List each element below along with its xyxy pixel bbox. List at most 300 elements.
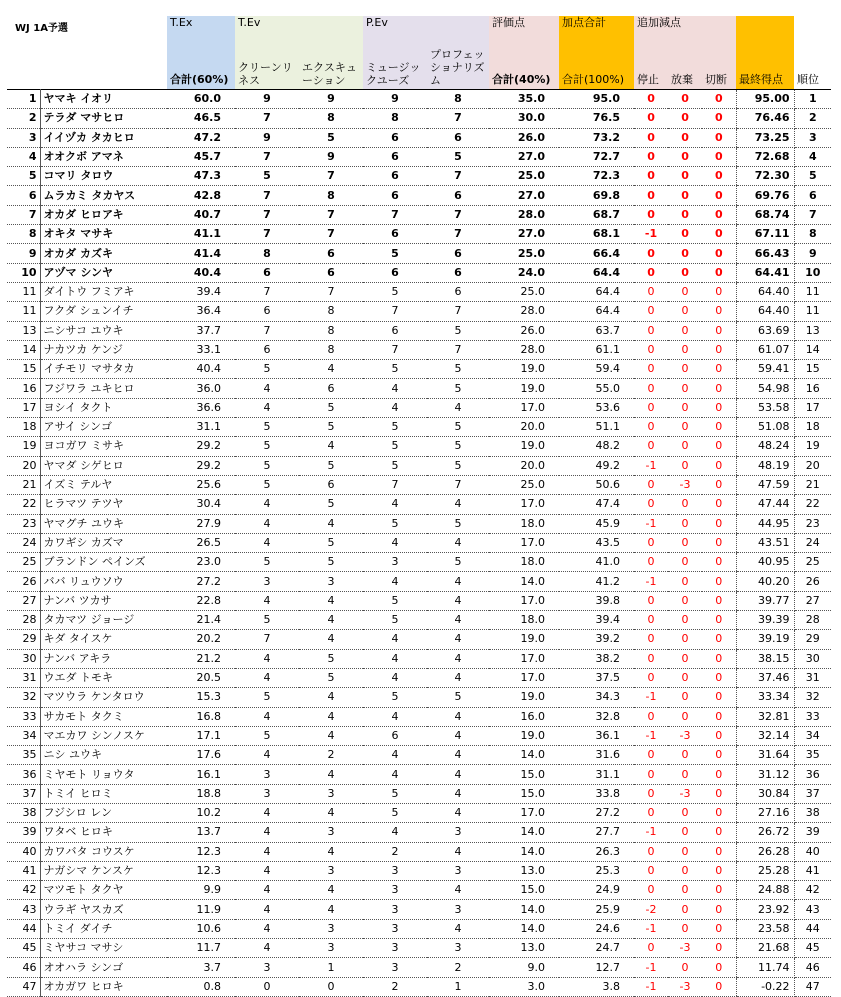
deduct-stop: 0: [634, 186, 668, 205]
rank: 9: [794, 244, 831, 263]
score-prof: 5: [427, 553, 489, 572]
tex-sum: 36.6: [167, 398, 235, 417]
eval-sum: 27.0: [489, 147, 559, 166]
contestant-name: ウラギ ヤスカズ: [40, 900, 167, 919]
tex-sum: 33.1: [167, 340, 235, 359]
rank: 11: [794, 282, 831, 301]
score-clean: 9: [235, 90, 299, 109]
contestant-name: オオハラ シンゴ: [40, 958, 167, 977]
deduct-cut: 0: [702, 784, 736, 803]
score-clean: 0: [235, 977, 299, 996]
eval-sum: 15.0: [489, 881, 559, 900]
deduct-abandon: 0: [668, 418, 702, 437]
tex-sum: 20.5: [167, 668, 235, 687]
deduct-stop: 0: [634, 495, 668, 514]
contestant-name: ヨシイ タクト: [40, 398, 167, 417]
score-prof: 4: [427, 533, 489, 552]
tex-sum: 25.6: [167, 475, 235, 494]
deduct-stop: 0: [634, 379, 668, 398]
contestant-name: オオクボ アマネ: [40, 147, 167, 166]
deduct-cut: 0: [702, 495, 736, 514]
rank: 26: [794, 572, 831, 591]
rank: 47: [794, 977, 831, 996]
score-prof: 8: [427, 90, 489, 109]
table-row: [7, 282, 831, 301]
deduct-abandon: 0: [668, 282, 702, 301]
deduct-cut: 0: [702, 167, 736, 186]
score-execution: 5: [299, 128, 363, 147]
score-execution: 3: [299, 861, 363, 880]
score-music: 2: [363, 977, 427, 996]
rank: 21: [794, 475, 831, 494]
score-prof: 4: [427, 746, 489, 765]
deduct-cut: 0: [702, 668, 736, 687]
contestant-name: オカダ ヒロアキ: [40, 205, 167, 224]
tex-sum: 20.2: [167, 630, 235, 649]
contestant-name: マエカワ シンノスケ: [40, 726, 167, 745]
score-prof: 4: [427, 630, 489, 649]
final-score: 25.28: [736, 861, 794, 880]
tex-sum: 12.3: [167, 861, 235, 880]
deduct-cut: 0: [702, 746, 736, 765]
eval-sum: 15.0: [489, 765, 559, 784]
deduct-abandon: 0: [668, 881, 702, 900]
deduct-cut: 0: [702, 90, 736, 109]
score-music: 5: [363, 591, 427, 610]
final-score: 51.08: [736, 418, 794, 437]
total-sum: 69.8: [559, 186, 634, 205]
score-music: 4: [363, 495, 427, 514]
score-execution: 5: [299, 649, 363, 668]
score-music: 5: [363, 244, 427, 263]
deduct-abandon: 0: [668, 186, 702, 205]
score-prof: 7: [427, 225, 489, 244]
total-sum: 39.4: [559, 611, 634, 630]
score-clean: 5: [235, 418, 299, 437]
row-number: 45: [7, 939, 40, 958]
score-music: 5: [363, 360, 427, 379]
deduct-stop: -1: [634, 572, 668, 591]
score-prof: 5: [427, 437, 489, 456]
score-prof: 5: [427, 147, 489, 166]
total-sum: 47.4: [559, 495, 634, 514]
score-execution: 5: [299, 533, 363, 552]
contestant-name: ブランドン ペインズ: [40, 553, 167, 572]
rank: 39: [794, 823, 831, 842]
row-number: 44: [7, 919, 40, 938]
score-execution: 6: [299, 379, 363, 398]
deduct-cut: 0: [702, 340, 736, 359]
deduct-abandon: 0: [668, 128, 702, 147]
contestant-name: トミイ ヒロミ: [40, 784, 167, 803]
deduct-stop: 0: [634, 746, 668, 765]
eval-sum: 14.0: [489, 572, 559, 591]
table-row: [7, 611, 831, 630]
total-sum: 32.8: [559, 707, 634, 726]
eval-sum: 35.0: [489, 90, 559, 109]
score-execution: 9: [299, 90, 363, 109]
tex-sum: 21.2: [167, 649, 235, 668]
deduct-stop: -1: [634, 456, 668, 475]
row-number: 8: [7, 225, 40, 244]
deduct-stop: 0: [634, 475, 668, 494]
score-music: 5: [363, 282, 427, 301]
score-prof: 4: [427, 668, 489, 687]
deduct-cut: 0: [702, 939, 736, 958]
total-sum: 39.2: [559, 630, 634, 649]
rank: 25: [794, 553, 831, 572]
final-score: 40.20: [736, 572, 794, 591]
rank: 11: [794, 302, 831, 321]
final-score: 30.84: [736, 784, 794, 803]
header-row-columns: [7, 48, 831, 90]
score-execution: 4: [299, 900, 363, 919]
eval-sum: 20.0: [489, 456, 559, 475]
total-sum: 25.9: [559, 900, 634, 919]
row-number: 10: [7, 263, 40, 282]
score-clean: 4: [235, 707, 299, 726]
score-prof: 4: [427, 707, 489, 726]
tex-sum: 46.5: [167, 109, 235, 128]
final-score: 33.34: [736, 688, 794, 707]
score-clean: 3: [235, 784, 299, 803]
final-score: 32.81: [736, 707, 794, 726]
rank: 37: [794, 784, 831, 803]
row-number: 19: [7, 437, 40, 456]
contestant-name: コマリ タロウ: [40, 167, 167, 186]
tex-sum: 11.7: [167, 939, 235, 958]
tex-sum: 39.4: [167, 282, 235, 301]
deduct-stop: 0: [634, 167, 668, 186]
score-execution: 3: [299, 572, 363, 591]
rank: 28: [794, 611, 831, 630]
deduct-cut: 0: [702, 977, 736, 996]
contestant-name: タカマツ ジョージ: [40, 611, 167, 630]
final-score: 64.41: [736, 263, 794, 282]
deduct-stop: 0: [634, 128, 668, 147]
deduct-abandon: 0: [668, 611, 702, 630]
eval-sum: 9.0: [489, 958, 559, 977]
final-score: 53.58: [736, 398, 794, 417]
total-sum: 51.1: [559, 418, 634, 437]
final-score: -0.22: [736, 977, 794, 996]
deduct-stop: 0: [634, 263, 668, 282]
final-score: 26.72: [736, 823, 794, 842]
table-row: [7, 495, 831, 514]
score-music: 9: [363, 90, 427, 109]
score-clean: 5: [235, 726, 299, 745]
score-prof: 1: [427, 977, 489, 996]
tex-sum: 45.7: [167, 147, 235, 166]
row-number: 24: [7, 533, 40, 552]
row-number: 14: [7, 340, 40, 359]
tex-sum: 16.8: [167, 707, 235, 726]
tex-sum: 3.7: [167, 958, 235, 977]
deduct-abandon: -3: [668, 939, 702, 958]
contestant-name: ウエダ トモキ: [40, 668, 167, 687]
deduct-stop: -1: [634, 919, 668, 938]
table-row: [7, 167, 831, 186]
rank: 41: [794, 861, 831, 880]
row-number: 33: [7, 707, 40, 726]
score-music: 6: [363, 726, 427, 745]
score-music: 5: [363, 456, 427, 475]
eval-sum: 26.0: [489, 321, 559, 340]
score-clean: 4: [235, 495, 299, 514]
total-sum: 48.2: [559, 437, 634, 456]
group-pev: P.Ev: [363, 16, 489, 48]
score-prof: 7: [427, 302, 489, 321]
tex-sum: 27.9: [167, 514, 235, 533]
contestant-name: サカモト タクミ: [40, 707, 167, 726]
deduct-cut: 0: [702, 688, 736, 707]
tex-sum: 26.5: [167, 533, 235, 552]
eval-sum: 25.0: [489, 244, 559, 263]
eval-sum: 25.0: [489, 475, 559, 494]
deduct-abandon: 0: [668, 919, 702, 938]
total-sum: 24.7: [559, 939, 634, 958]
deduct-abandon: 0: [668, 630, 702, 649]
total-sum: 31.1: [559, 765, 634, 784]
eval-sum: 27.0: [489, 186, 559, 205]
tex-sum: 47.2: [167, 128, 235, 147]
total-sum: 31.6: [559, 746, 634, 765]
final-score: 43.51: [736, 533, 794, 552]
row-number: 47: [7, 977, 40, 996]
eval-sum: 17.0: [489, 668, 559, 687]
deduct-stop: 0: [634, 668, 668, 687]
score-clean: 7: [235, 282, 299, 301]
score-execution: 4: [299, 630, 363, 649]
final-score: 31.12: [736, 765, 794, 784]
final-score: 37.46: [736, 668, 794, 687]
rank: 7: [794, 205, 831, 224]
deduct-stop: 0: [634, 707, 668, 726]
total-sum: 38.2: [559, 649, 634, 668]
score-clean: 4: [235, 842, 299, 861]
total-sum: 72.7: [559, 147, 634, 166]
row-number: 7: [7, 205, 40, 224]
deduct-stop: 0: [634, 939, 668, 958]
deduct-stop: 0: [634, 649, 668, 668]
contestant-name: ヤマキ イオリ: [40, 90, 167, 109]
deduct-abandon: 0: [668, 495, 702, 514]
tex-sum: 23.0: [167, 553, 235, 572]
deduct-abandon: 0: [668, 572, 702, 591]
score-execution: 4: [299, 437, 363, 456]
tex-sum: 36.0: [167, 379, 235, 398]
deduct-abandon: 0: [668, 321, 702, 340]
contestant-name: ミヤモト リョウタ: [40, 765, 167, 784]
score-clean: 4: [235, 514, 299, 533]
contestant-name: フジシロ レン: [40, 803, 167, 822]
eval-sum: 19.0: [489, 437, 559, 456]
eval-sum: 18.0: [489, 611, 559, 630]
score-prof: 5: [427, 379, 489, 398]
tex-sum: 29.2: [167, 456, 235, 475]
row-number: 3: [7, 128, 40, 147]
score-clean: 3: [235, 958, 299, 977]
tex-sum: 10.6: [167, 919, 235, 938]
rank: 10: [794, 263, 831, 282]
final-score: 72.30: [736, 167, 794, 186]
score-prof: 2: [427, 958, 489, 977]
score-execution: 4: [299, 881, 363, 900]
deduct-stop: 0: [634, 630, 668, 649]
score-clean: 4: [235, 939, 299, 958]
total-sum: 63.7: [559, 321, 634, 340]
contestant-name: キダ タイスケ: [40, 630, 167, 649]
tex-sum: 12.3: [167, 842, 235, 861]
deduct-cut: 0: [702, 630, 736, 649]
row-number: 6: [7, 186, 40, 205]
rank: 20: [794, 456, 831, 475]
row-number: 41: [7, 861, 40, 880]
deduct-abandon: 0: [668, 263, 702, 282]
score-music: 7: [363, 205, 427, 224]
table-row: [7, 514, 831, 533]
rank: 17: [794, 398, 831, 417]
deduct-cut: 0: [702, 418, 736, 437]
tex-sum: 29.2: [167, 437, 235, 456]
tex-sum: 42.8: [167, 186, 235, 205]
row-number: 21: [7, 475, 40, 494]
eval-sum: 18.0: [489, 553, 559, 572]
deduct-abandon: 0: [668, 90, 702, 109]
rank: 42: [794, 881, 831, 900]
tex-sum: 17.1: [167, 726, 235, 745]
table-row: [7, 668, 831, 687]
final-score: 40.95: [736, 553, 794, 572]
row-number: 29: [7, 630, 40, 649]
final-score: 64.40: [736, 282, 794, 301]
score-music: 6: [363, 147, 427, 166]
contestant-name: ムラカミ タカヤス: [40, 186, 167, 205]
tex-sum: 0.8: [167, 977, 235, 996]
total-sum: 27.7: [559, 823, 634, 842]
score-music: 5: [363, 437, 427, 456]
eval-sum: 28.0: [489, 340, 559, 359]
deduct-cut: 0: [702, 842, 736, 861]
score-clean: 7: [235, 225, 299, 244]
final-score: 39.39: [736, 611, 794, 630]
final-score: 54.98: [736, 379, 794, 398]
final-score: 63.69: [736, 321, 794, 340]
rank: 43: [794, 900, 831, 919]
score-music: 3: [363, 553, 427, 572]
header-total-sum: 合計(100%): [559, 48, 634, 90]
total-sum: 24.9: [559, 881, 634, 900]
header-cut: 切断: [702, 48, 736, 90]
table-row: [7, 572, 831, 591]
score-execution: 0: [299, 977, 363, 996]
group-final-blank: [736, 16, 794, 48]
score-music: 7: [363, 340, 427, 359]
row-number: 4: [7, 147, 40, 166]
deduct-cut: 0: [702, 803, 736, 822]
header-music: ミュージックユーズ: [363, 48, 427, 90]
table-row: [7, 649, 831, 668]
deduct-abandon: 0: [668, 707, 702, 726]
deduct-abandon: 0: [668, 109, 702, 128]
tex-sum: 41.1: [167, 225, 235, 244]
score-prof: 3: [427, 939, 489, 958]
score-prof: 4: [427, 784, 489, 803]
score-music: 8: [363, 109, 427, 128]
rank: 30: [794, 649, 831, 668]
score-execution: 1: [299, 958, 363, 977]
deduct-cut: 0: [702, 360, 736, 379]
score-music: 5: [363, 514, 427, 533]
deduct-abandon: 0: [668, 167, 702, 186]
deduct-abandon: 0: [668, 668, 702, 687]
deduct-stop: 0: [634, 437, 668, 456]
group-tex: T.Ex: [167, 16, 235, 48]
score-prof: 5: [427, 360, 489, 379]
score-prof: 3: [427, 900, 489, 919]
header-no-blank: [7, 48, 40, 90]
deduct-stop: -1: [634, 514, 668, 533]
deduct-stop: 0: [634, 591, 668, 610]
score-execution: 8: [299, 109, 363, 128]
final-score: 31.64: [736, 746, 794, 765]
final-score: 47.44: [736, 495, 794, 514]
score-music: 3: [363, 939, 427, 958]
score-execution: 5: [299, 398, 363, 417]
rank: 36: [794, 765, 831, 784]
score-prof: 7: [427, 109, 489, 128]
total-sum: 12.7: [559, 958, 634, 977]
score-music: 6: [363, 321, 427, 340]
deduct-cut: 0: [702, 649, 736, 668]
score-execution: 4: [299, 360, 363, 379]
deduct-abandon: 0: [668, 437, 702, 456]
score-prof: 4: [427, 881, 489, 900]
score-prof: 5: [427, 688, 489, 707]
tex-sum: 30.4: [167, 495, 235, 514]
deduct-abandon: 0: [668, 533, 702, 552]
deduct-abandon: -3: [668, 726, 702, 745]
eval-sum: 14.0: [489, 919, 559, 938]
row-number: 15: [7, 360, 40, 379]
score-clean: 5: [235, 475, 299, 494]
deduct-abandon: 0: [668, 861, 702, 880]
tex-sum: 27.2: [167, 572, 235, 591]
header-clean: クリーンリネス: [235, 48, 299, 90]
score-prof: 4: [427, 842, 489, 861]
final-score: 44.95: [736, 514, 794, 533]
tex-sum: 13.7: [167, 823, 235, 842]
contestant-name: ダイトウ フミアキ: [40, 282, 167, 301]
deduct-abandon: 0: [668, 360, 702, 379]
deduct-abandon: 0: [668, 225, 702, 244]
total-sum: 76.5: [559, 109, 634, 128]
score-music: 7: [363, 302, 427, 321]
deduct-cut: 0: [702, 707, 736, 726]
deduct-cut: 0: [702, 861, 736, 880]
score-prof: 3: [427, 823, 489, 842]
deduct-cut: 0: [702, 572, 736, 591]
total-sum: 43.5: [559, 533, 634, 552]
header-tex-sum: 合計(60%): [167, 48, 235, 90]
tex-sum: 17.6: [167, 746, 235, 765]
final-score: 64.40: [736, 302, 794, 321]
final-score: 39.19: [736, 630, 794, 649]
contestant-name: ニシ ユウキ: [40, 746, 167, 765]
score-execution: 6: [299, 244, 363, 263]
deduct-cut: 0: [702, 263, 736, 282]
score-music: 6: [363, 263, 427, 282]
